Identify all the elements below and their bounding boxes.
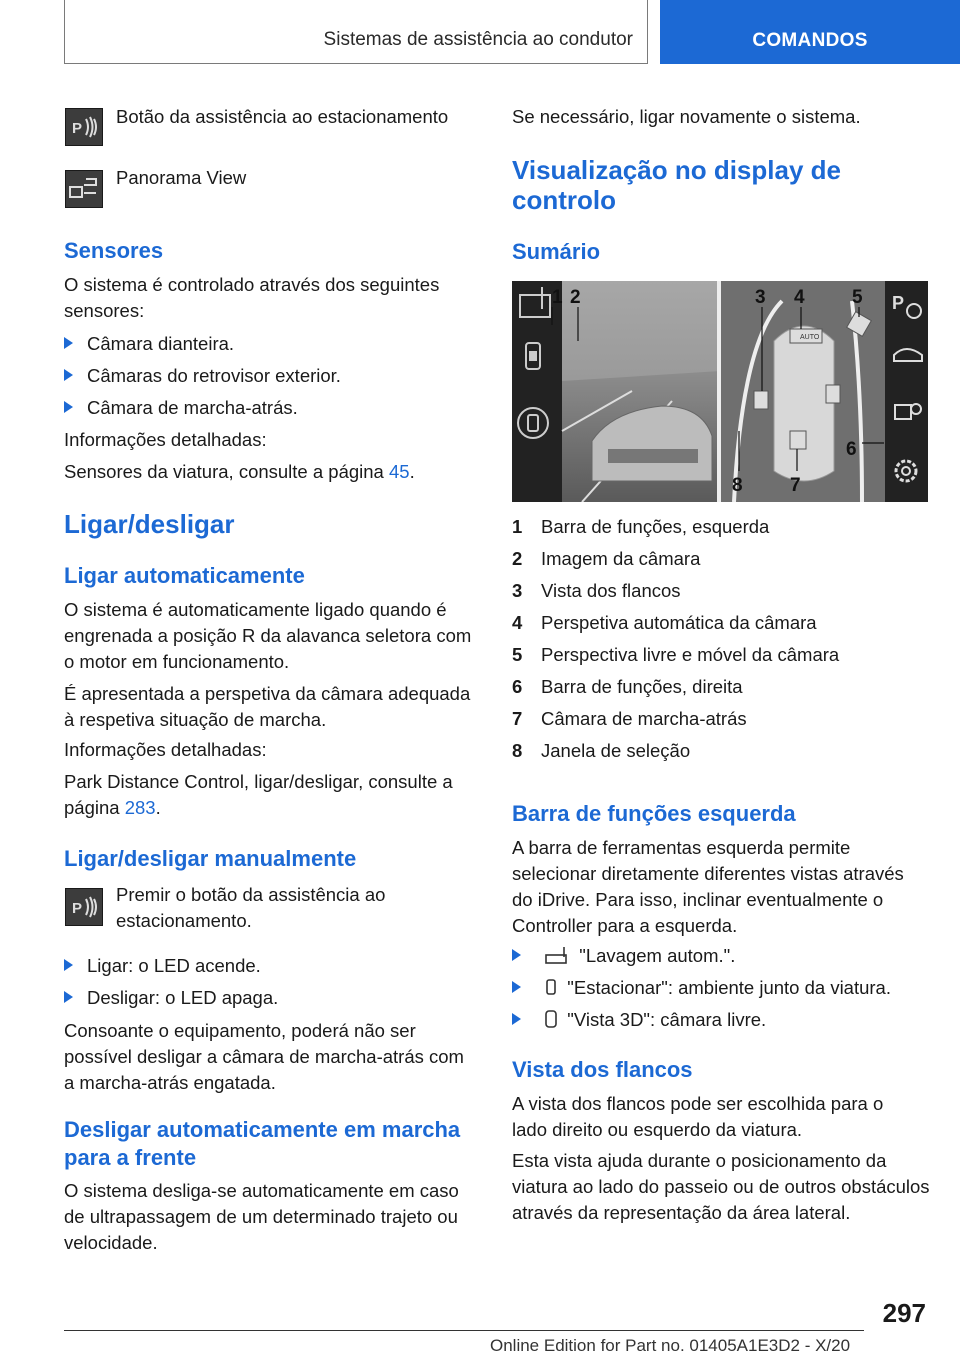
panorama-view-label: Panorama View	[116, 167, 247, 188]
details-label: Informações detalhadas:	[64, 739, 267, 760]
heading-manual: Ligar/desligar manualmente	[64, 846, 357, 871]
svg-text:P: P	[72, 120, 83, 137]
legend-item: 3 Vista dos flancos	[512, 580, 681, 601]
svg-text:P: P	[892, 293, 905, 313]
heading-ligar-automaticamente: Ligar automaticamente	[64, 563, 305, 588]
manual-note: Consoante o equipamento, poderá não ser possível desligar a câmara de marcha-atrás com a marcha-atrás engatada.	[64, 1020, 464, 1093]
legend-item: 8 Janela de seleção	[512, 740, 691, 761]
bullet-triangle-icon	[64, 959, 73, 971]
svg-text:P: P	[72, 900, 83, 917]
page-link[interactable]: 45	[389, 461, 410, 482]
bullet-triangle-icon	[64, 337, 73, 349]
legend-item: 7 Câmara de marcha-atrás	[512, 708, 747, 729]
bullet-triangle-icon	[64, 369, 73, 381]
callout-6: 6	[846, 439, 857, 460]
heading-display: Visualização no display de controlo	[512, 155, 841, 215]
heading-vista-flancos: Vista dos flancos	[512, 1057, 693, 1082]
callout-8: 8	[732, 475, 743, 496]
auto-on-text2: É apresentada a perspetiva da câmara adequada à respetiva situação de marcha.	[64, 683, 471, 730]
leftbar-text: A barra de ferramentas esquerda permite selecionar diretamente diferentes vistas através do iDrive. Para isso, inclinar eventualmente o Controller para a esquerda.	[512, 837, 904, 936]
legend-item: 1 Barra de funções, esquerda	[512, 516, 770, 537]
list-item: Câmaras do retrovisor exterior.	[64, 363, 341, 389]
details-reference: Sensores da viatura, consulte a página 45.	[64, 461, 415, 482]
heading-sensores: Sensores	[64, 238, 164, 263]
details-label: Informações detalhadas:	[64, 429, 267, 450]
park-assist-label: Botão da assistência ao estacionamento	[116, 106, 449, 127]
tab-comandos[interactable]	[660, 0, 960, 64]
figure-auto-label: AUTO	[800, 334, 820, 341]
list-item: "Estacionar": ambiente junto da viatura.	[512, 975, 891, 1001]
view-3d-icon	[540, 1009, 562, 1029]
auto-on-text: O sistema é automaticamente ligado quando é engrenada a posição R da alavanca seletora com o motor em funcionamento.	[64, 599, 472, 672]
auto-off-text: O sistema desliga-se automaticamente em caso de ultrapassagem de um determinado trajeto ou velocidade.	[64, 1180, 459, 1253]
legend-item: 6 Barra de funções, direita	[512, 676, 743, 697]
footer-divider	[64, 1330, 864, 1331]
flanks-text: A vista dos flancos pode ser escolhida para o lado direito ou esquerdo da viatura.	[512, 1093, 884, 1140]
bullet-triangle-icon	[64, 401, 73, 413]
bullet-triangle-icon	[64, 991, 73, 1003]
heading-auto-off: Desligar automaticamente em marcha para a frente	[64, 1117, 461, 1170]
callout-2: 2	[570, 287, 581, 308]
legend-item: 4 Perspetiva automática da câmara	[512, 612, 817, 633]
footer-edition: Online Edition for Part no. 01405A1E3D2 - X/20	[490, 1336, 851, 1355]
bullet-triangle-icon	[512, 981, 521, 993]
heading-barra-esquerda: Barra de funções esquerda	[512, 801, 796, 826]
sensors-intro: O sistema é controlado através dos seguintes sensores:	[64, 274, 440, 321]
list-item: Câmara de marcha-atrás.	[64, 395, 298, 421]
legend-item: 2 Imagem da câmara	[512, 548, 701, 569]
list-item: "Vista 3D": câmara livre.	[512, 1007, 766, 1033]
parking-view-icon	[540, 977, 562, 997]
top-text: Se necessário, ligar novamente o sistema.	[512, 106, 861, 127]
figure-legend	[512, 514, 839, 770]
park-assist-button-icon	[65, 108, 103, 146]
flanks-text2: Esta vista ajuda durante o posicionamento da viatura ao lado do passeio ou de outros obstáculos através da representação da área lateral.	[512, 1150, 930, 1223]
page-number: 297	[882, 1298, 926, 1328]
panorama-view-button-icon	[65, 170, 103, 208]
bullet-triangle-icon	[512, 1013, 521, 1025]
callout-7: 7	[790, 475, 801, 496]
list-item: "Lavagem autom.".	[512, 943, 735, 969]
callout-4: 4	[794, 287, 805, 308]
section-title: Sistemas de assistência ao condutor	[323, 29, 633, 50]
header-frame	[64, 0, 648, 64]
details-reference: Park Distance Control, ligar/desligar, consulte a página 283.	[64, 771, 453, 818]
list-item: Câmara dianteira.	[64, 331, 234, 357]
heading-sumario: Sumário	[512, 239, 601, 264]
park-assist-button-icon	[65, 888, 103, 926]
page-link[interactable]: 283	[124, 797, 156, 818]
legend-item: 5 Perspectiva livre e móvel da câmara	[512, 644, 840, 665]
bullet-triangle-icon	[512, 949, 521, 961]
manual-text: Premir o botão da assistência ao estacionamento.	[116, 884, 386, 931]
callout-3: 3	[755, 287, 766, 308]
car-wash-icon	[540, 945, 574, 965]
tab-comandos-label: COMANDOS	[752, 30, 868, 51]
list-item: Desligar: o LED apaga.	[64, 985, 278, 1011]
heading-ligar-desligar: Ligar/desligar	[64, 509, 235, 539]
callout-5: 5	[852, 287, 863, 308]
list-item: Ligar: o LED acende.	[64, 953, 261, 979]
callout-1: 1	[552, 287, 563, 308]
camera-display-figure	[512, 281, 928, 502]
